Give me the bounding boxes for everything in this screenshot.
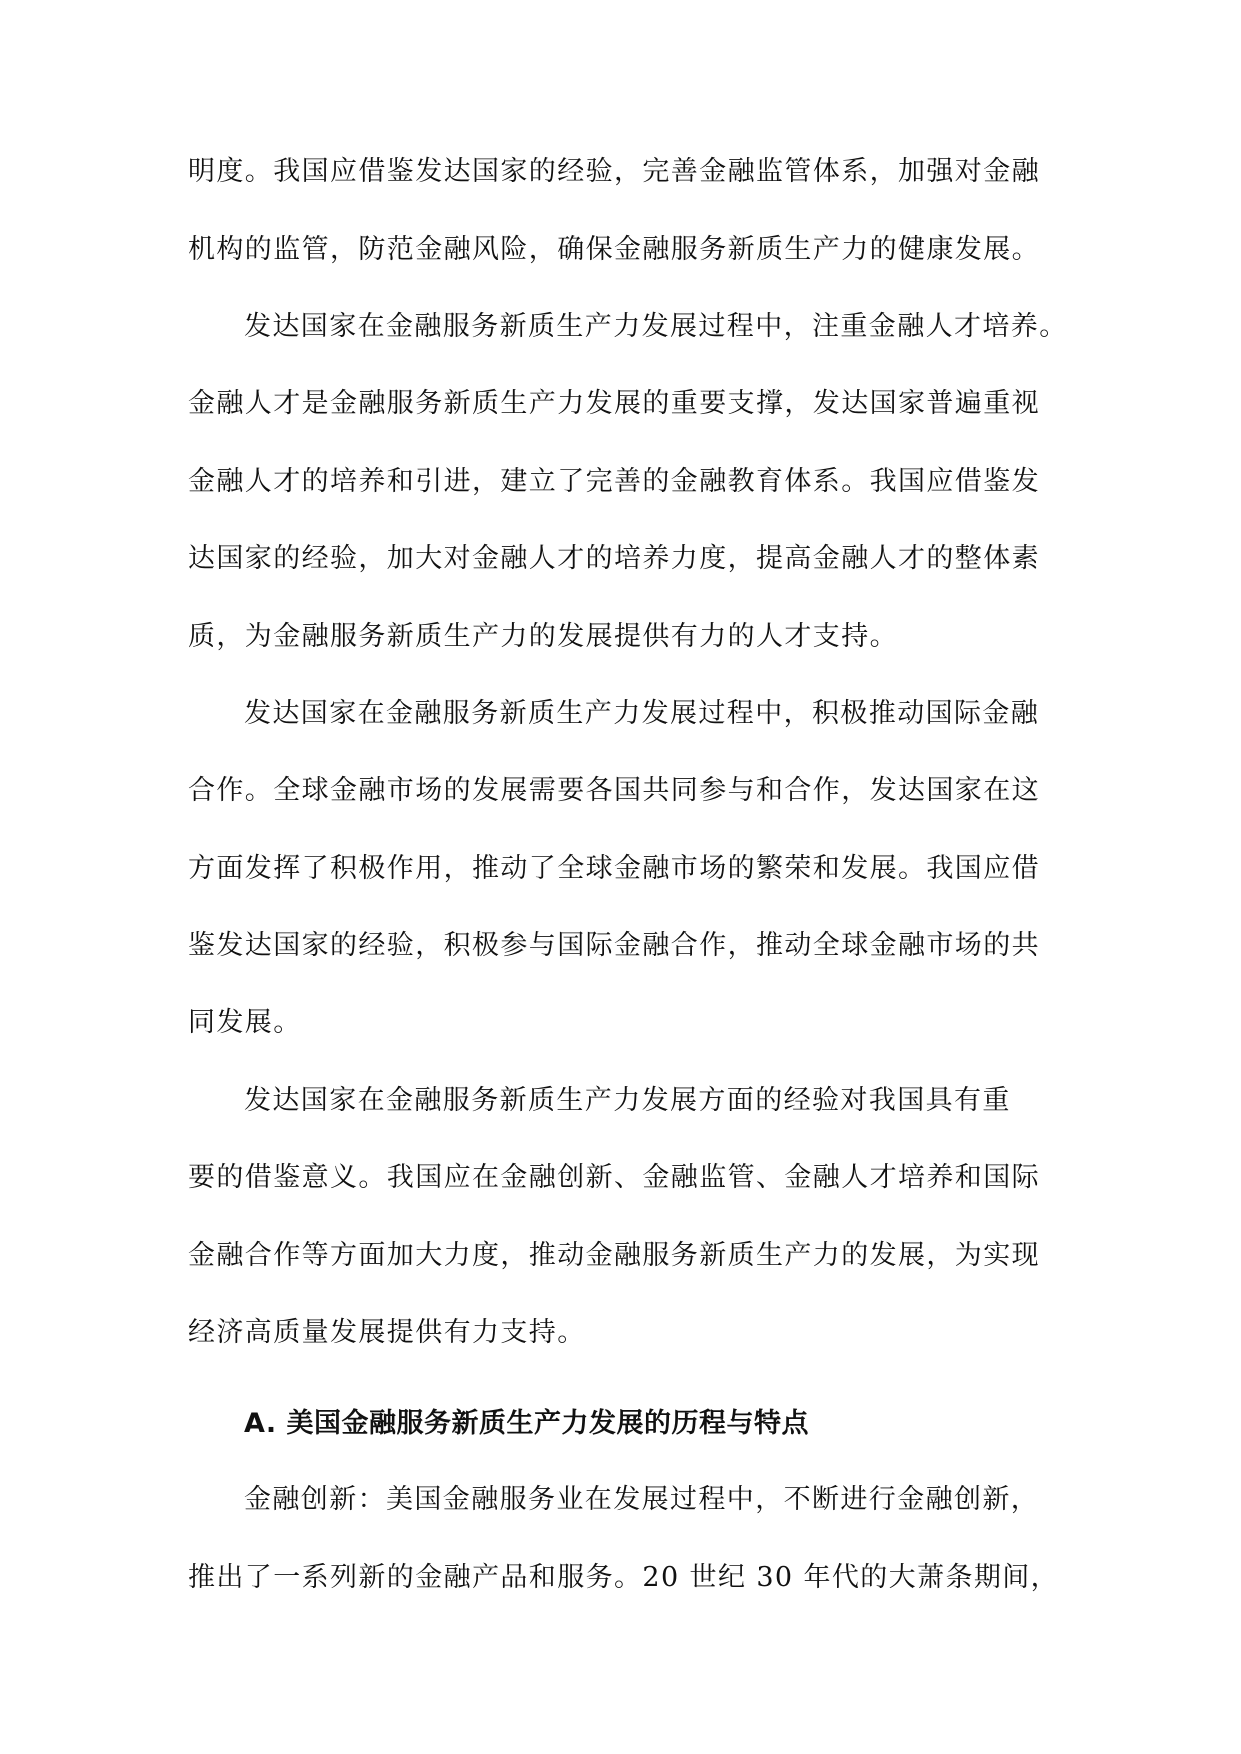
- text-line: 金融合作等方面加大力度，推动金融服务新质生产力的发展，为实现: [188, 1240, 1040, 1271]
- text-line: 方面发挥了积极作用，推动了全球金融市场的繁荣和发展。我国应借: [188, 853, 1040, 884]
- text-line: 金融人才是金融服务新质生产力发展的重要支撑，发达国家普遍重视: [188, 388, 1040, 419]
- section-heading: A. 美国金融服务新质生产力发展的历程与特点: [244, 1408, 810, 1439]
- paragraph-first-line: 发达国家在金融服务新质生产力发展过程中，注重金融人才培养。: [244, 311, 1068, 342]
- text-line: 推出了一系列新的金融产品和服务。20 世纪 30 年代的大萧条期间，: [188, 1562, 1060, 1593]
- text-line: 经济高质量发展提供有力支持。: [188, 1317, 586, 1348]
- text-line: 合作。全球金融市场的发展需要各国共同参与和合作，发达国家在这: [188, 775, 1040, 806]
- text-line: 同发展。: [188, 1007, 302, 1038]
- paragraph-first-line: 发达国家在金融服务新质生产力发展过程中，积极推动国际金融: [244, 698, 1040, 729]
- paragraph-first-line: 发达国家在金融服务新质生产力发展方面的经验对我国具有重: [244, 1085, 1011, 1116]
- paragraph-first-line: 金融创新：美国金融服务业在发展过程中，不断进行金融创新，: [244, 1484, 1040, 1515]
- text-line: 要的借鉴意义。我国应在金融创新、金融监管、金融人才培养和国际: [188, 1162, 1040, 1193]
- text-line: 金融人才的培养和引进，建立了完善的金融教育体系。我国应借鉴发: [188, 466, 1040, 497]
- text-line: 质，为金融服务新质生产力的发展提供有力的人才支持。: [188, 621, 898, 652]
- text-line: 明度。我国应借鉴发达国家的经验，完善金融监管体系，加强对金融: [188, 156, 1040, 187]
- text-line: 达国家的经验，加大对金融人才的培养力度，提高金融人才的整体素: [188, 543, 1040, 574]
- text-line: 机构的监管，防范金融风险，确保金融服务新质生产力的健康发展。: [188, 234, 1040, 265]
- text-line: 鉴发达国家的经验，积极参与国际金融合作，推动全球金融市场的共: [188, 930, 1040, 961]
